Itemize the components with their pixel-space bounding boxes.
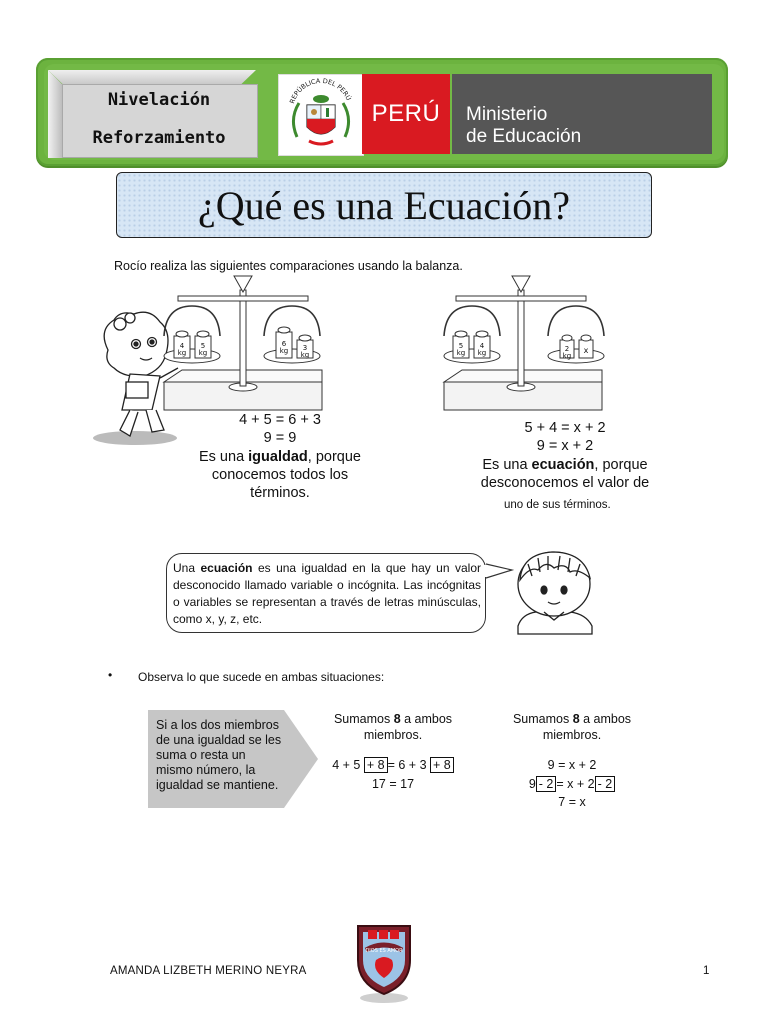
bullet: • [108,668,113,682]
desc-pre: Es una [482,457,532,473]
desc-pre: Es una [198,449,249,465]
school-logo [352,920,416,1004]
desc-bold: igualdad [248,449,308,465]
level-box [48,70,260,158]
expr: = 6 + 3 [387,758,427,772]
definition-bold: ecuación [200,561,253,575]
peru-label: PERÚ [362,74,450,154]
weight-label: x [583,346,589,355]
page-title: ¿Qué es una Ecuación? [116,172,652,238]
level-line-1: Nivelación [107,90,211,110]
ministry-box [452,74,712,154]
boy-illustration [508,546,604,638]
boxed-term: + 8 [364,757,388,773]
expr: = x + 2 [556,777,595,791]
boxed-term: - 2 [536,776,557,792]
balance-left [164,276,322,410]
example-a-head-bold: 8 [393,712,401,726]
definition-post: es una igualdad en la que hay un valor desconocido llamado variable o incógnita. Las incógnitas o variables se representan a través de letras minúsculas, como x, y, z, etc. [173,561,481,626]
eq-left-1: 4 + 5 = 6 + 3 [239,412,321,428]
equation-description [467,456,663,492]
eq-left-2: 9 = 9 [263,430,297,446]
example-b-line-2 [492,777,652,791]
example-b-line-1: 9 = x + 2 [547,758,597,772]
weight-label: 4 kg [177,342,187,357]
example-a-heading [318,711,468,743]
example-b-head-bold: 8 [572,712,580,726]
weight-label: 5 kg [456,342,466,357]
equation-description-end: uno de sus términos. [504,499,611,511]
example-a-line-2: 17 = 17 [371,777,415,791]
desc-post: , porque conocemos todos los términos. [211,449,361,501]
example-b-head-pre: Sumamos [512,712,573,726]
logo-text: DIOS ES AMOR [365,948,403,954]
expr: 9 [528,777,536,791]
level-box-bevel [48,70,256,84]
author-name: AMANDA LIZBETH MERINO NEYRA [110,965,307,977]
desc-bold: ecuación [531,457,595,473]
rule-text: Si a los dos miembros de una igualdad se les suma o resta un mismo número, la igualdad se mantiene. [156,718,282,792]
definition-pre: Una [173,561,201,575]
girl-illustration [93,312,178,445]
page-number: 1 [703,965,710,977]
weight-label: 5 kg [198,342,208,357]
example-a-head-pre: Sumamos [333,712,394,726]
equality-description [185,448,375,502]
weight-label: 3 kg [300,344,310,359]
example-a-line-1 [318,758,468,772]
ministry-line-2: de Educación [466,126,582,147]
crest-text: REPÚBLICA DEL PERÚ [288,76,353,105]
expr: 4 + 5 [332,758,361,772]
example-b-heading [492,711,652,743]
ministry-line-1: Ministerio [466,104,548,125]
example-b-line-3: 7 = x [558,795,586,809]
observa-text: Observa lo que sucede en ambas situaciones: [138,670,385,684]
desc-post: , porque desconocemos el valor de [480,457,650,491]
intro-text: Rocío realiza las siguientes comparaciones usando la balanza. [114,259,463,273]
boxed-term: - 2 [595,776,616,792]
weight-label: 6 kg [279,340,289,355]
weight-label: 4 kg [477,342,487,357]
eq-right-1: 5 + 4 = x + 2 [524,420,606,436]
example-b-head-post: a ambos miembros. [542,712,632,742]
balance-right [444,276,604,410]
eq-right-2: 9 = x + 2 [536,438,594,454]
level-box-bevel-side [48,70,62,158]
definition-bubble [166,553,486,633]
peru-crest [278,74,364,156]
weight-label: 2 kg [562,345,572,360]
level-line-2: Reforzamiento [92,128,226,148]
peru-crest-icon [279,75,363,155]
boxed-term: + 8 [430,757,454,773]
example-a-head-post: a ambos miembros. [363,712,453,742]
